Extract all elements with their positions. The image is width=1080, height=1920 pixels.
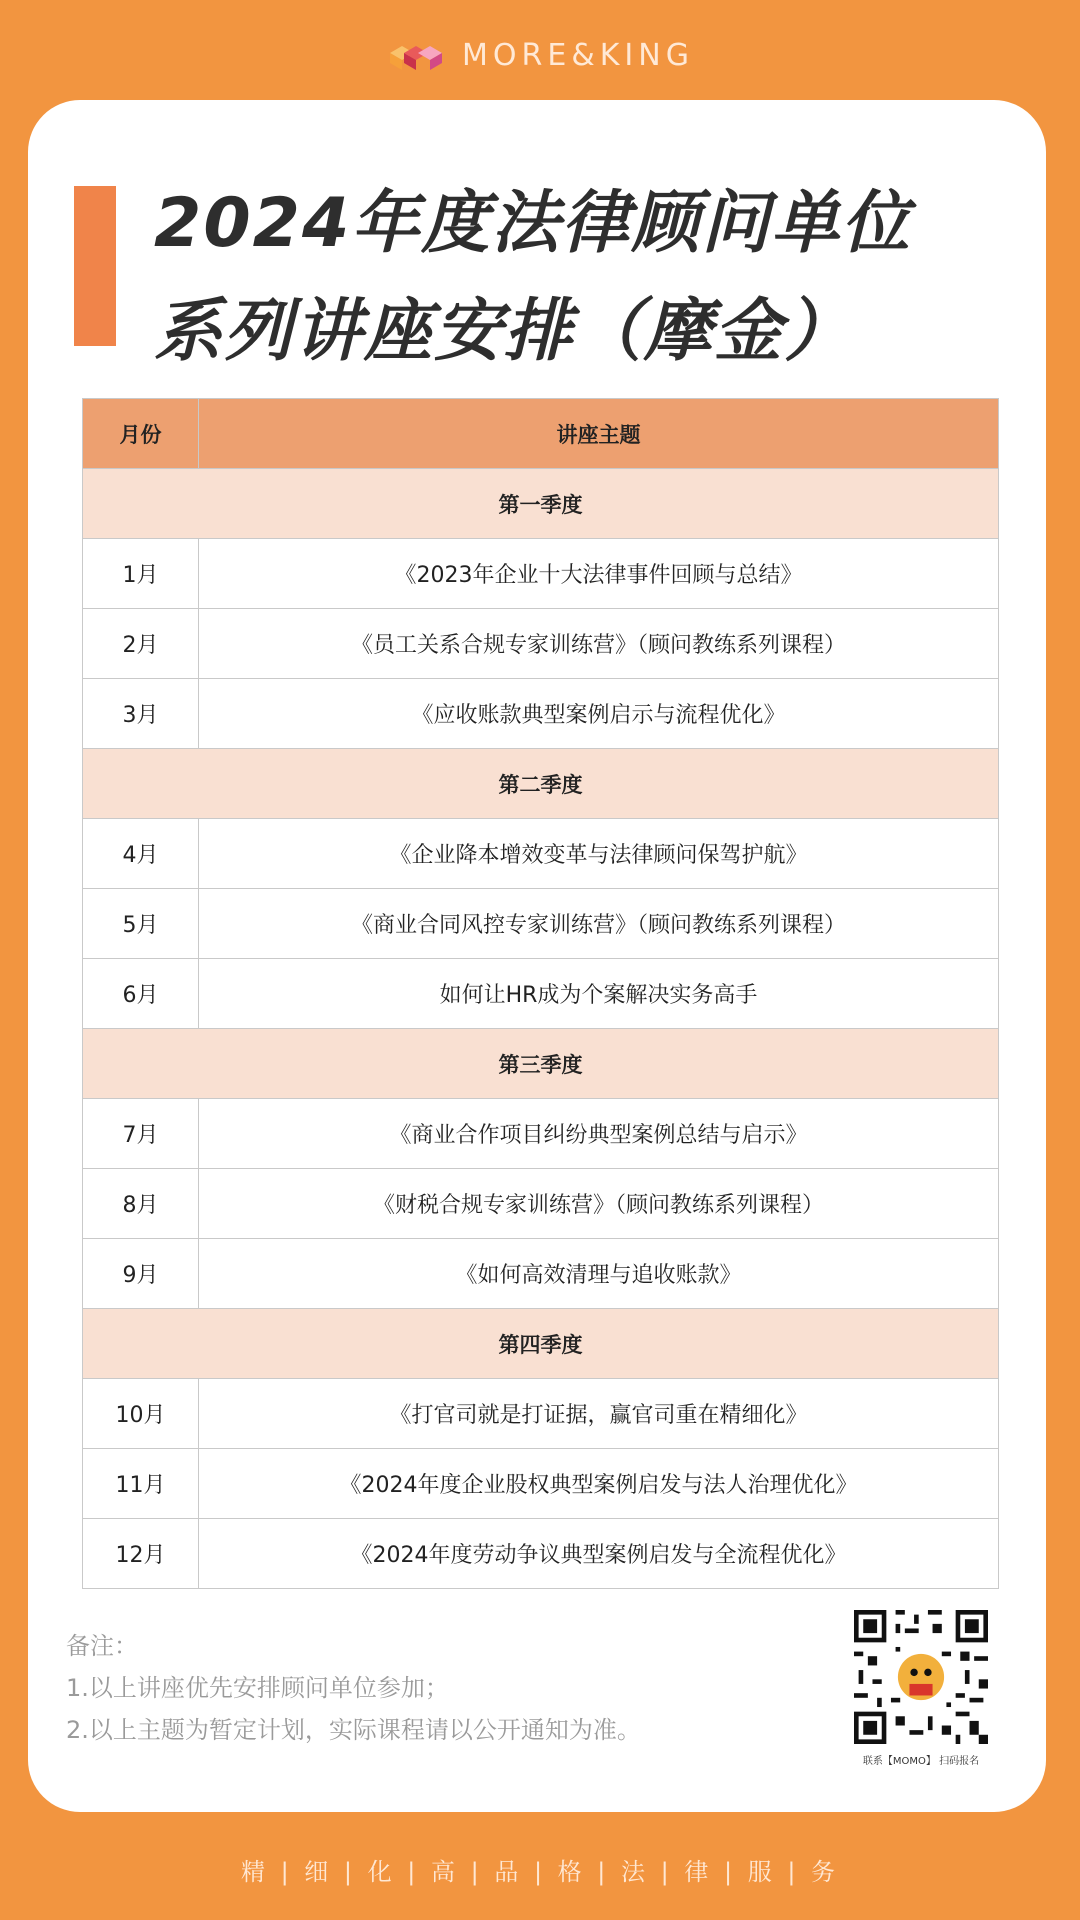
note-item: 2.以上主题为暂定计划，实际课程请以公开通知为准。	[66, 1716, 641, 1744]
topic-cell: 《应收账款典型案例启示与流程优化》	[199, 679, 999, 749]
qr-caption: 联系【MOMO】 扫码报名	[862, 1756, 980, 1767]
topic-cell: 《商业合同风控专家训练营》（顾问教练系列课程）	[199, 889, 999, 959]
quarter-row	[83, 1029, 999, 1099]
month-cell: 7月	[83, 1099, 199, 1169]
qr-signup	[854, 1610, 988, 1767]
quarter-label: 第一季度	[83, 469, 999, 539]
topic-cell: 《商业合作项目纠纷典型案例总结与启示》	[199, 1099, 999, 1169]
month-cell: 3月	[83, 679, 199, 749]
title-line-2: 系列讲座安排（摩金）	[154, 292, 855, 371]
topic-cell: 如何让HR成为个案解决实务高手	[199, 959, 999, 1029]
title-accent-bar	[74, 186, 116, 346]
topic-cell: 《企业降本增效变革与法律顾问保驾护航》	[199, 819, 999, 889]
brand-logo-icon	[386, 41, 448, 71]
table-row	[83, 889, 999, 959]
quarter-row	[83, 1309, 999, 1379]
quarter-label: 第二季度	[83, 749, 999, 819]
topic-cell: 《2024年度劳动争议典型案例启发与全流程优化》	[199, 1519, 999, 1589]
notes-section	[66, 1625, 641, 1751]
title-line-1: 2024年度法律顾问单位	[154, 184, 912, 263]
table-row	[83, 959, 999, 1029]
table-row	[83, 1239, 999, 1309]
quarter-label: 第四季度	[83, 1309, 999, 1379]
table-row	[83, 1449, 999, 1519]
content-card	[28, 100, 1046, 1812]
month-cell: 8月	[83, 1169, 199, 1239]
month-cell: 12月	[83, 1519, 199, 1589]
quarter-row	[83, 749, 999, 819]
table-row	[83, 819, 999, 889]
topic-cell: 《2024年度企业股权典型案例启发与法人治理优化》	[199, 1449, 999, 1519]
table-row	[83, 679, 999, 749]
month-cell: 10月	[83, 1379, 199, 1449]
page-title	[154, 170, 911, 386]
table-row	[83, 609, 999, 679]
month-cell: 11月	[83, 1449, 199, 1519]
month-column-header: 月份	[83, 399, 199, 469]
topic-cell: 《打官司就是打证据，赢官司重在精细化》	[199, 1379, 999, 1449]
notes-heading: 备注：	[66, 1632, 138, 1660]
brand-header	[0, 38, 1080, 73]
table-row	[83, 1379, 999, 1449]
topic-cell: 《财税合规专家训练营》（顾问教练系列课程）	[199, 1169, 999, 1239]
topic-cell: 《员工关系合规专家训练营》（顾问教练系列课程）	[199, 609, 999, 679]
topic-column-header: 讲座主题	[199, 399, 999, 469]
note-item: 1.以上讲座优先安排顾问单位参加；	[66, 1674, 449, 1702]
month-cell: 6月	[83, 959, 199, 1029]
quarter-label: 第三季度	[83, 1029, 999, 1099]
month-cell: 1月	[83, 539, 199, 609]
month-cell: 2月	[83, 609, 199, 679]
table-row	[83, 1519, 999, 1589]
lecture-schedule-table	[82, 398, 999, 1589]
month-cell: 9月	[83, 1239, 199, 1309]
brand-name: MORE&KING	[462, 38, 694, 73]
qr-code-icon[interactable]	[854, 1610, 988, 1744]
table-row	[83, 1099, 999, 1169]
topic-cell: 《如何高效清理与追收账款》	[199, 1239, 999, 1309]
table-row	[83, 539, 999, 609]
quarter-row	[83, 469, 999, 539]
month-cell: 4月	[83, 819, 199, 889]
footer-slogan: 精 | 细 | 化 | 高 | 品 | 格 | 法 | 律 | 服 | 务	[240, 1858, 840, 1886]
table-header-row	[83, 399, 999, 469]
table-row	[83, 1169, 999, 1239]
month-cell: 5月	[83, 889, 199, 959]
topic-cell: 《2023年企业十大法律事件回顾与总结》	[199, 539, 999, 609]
